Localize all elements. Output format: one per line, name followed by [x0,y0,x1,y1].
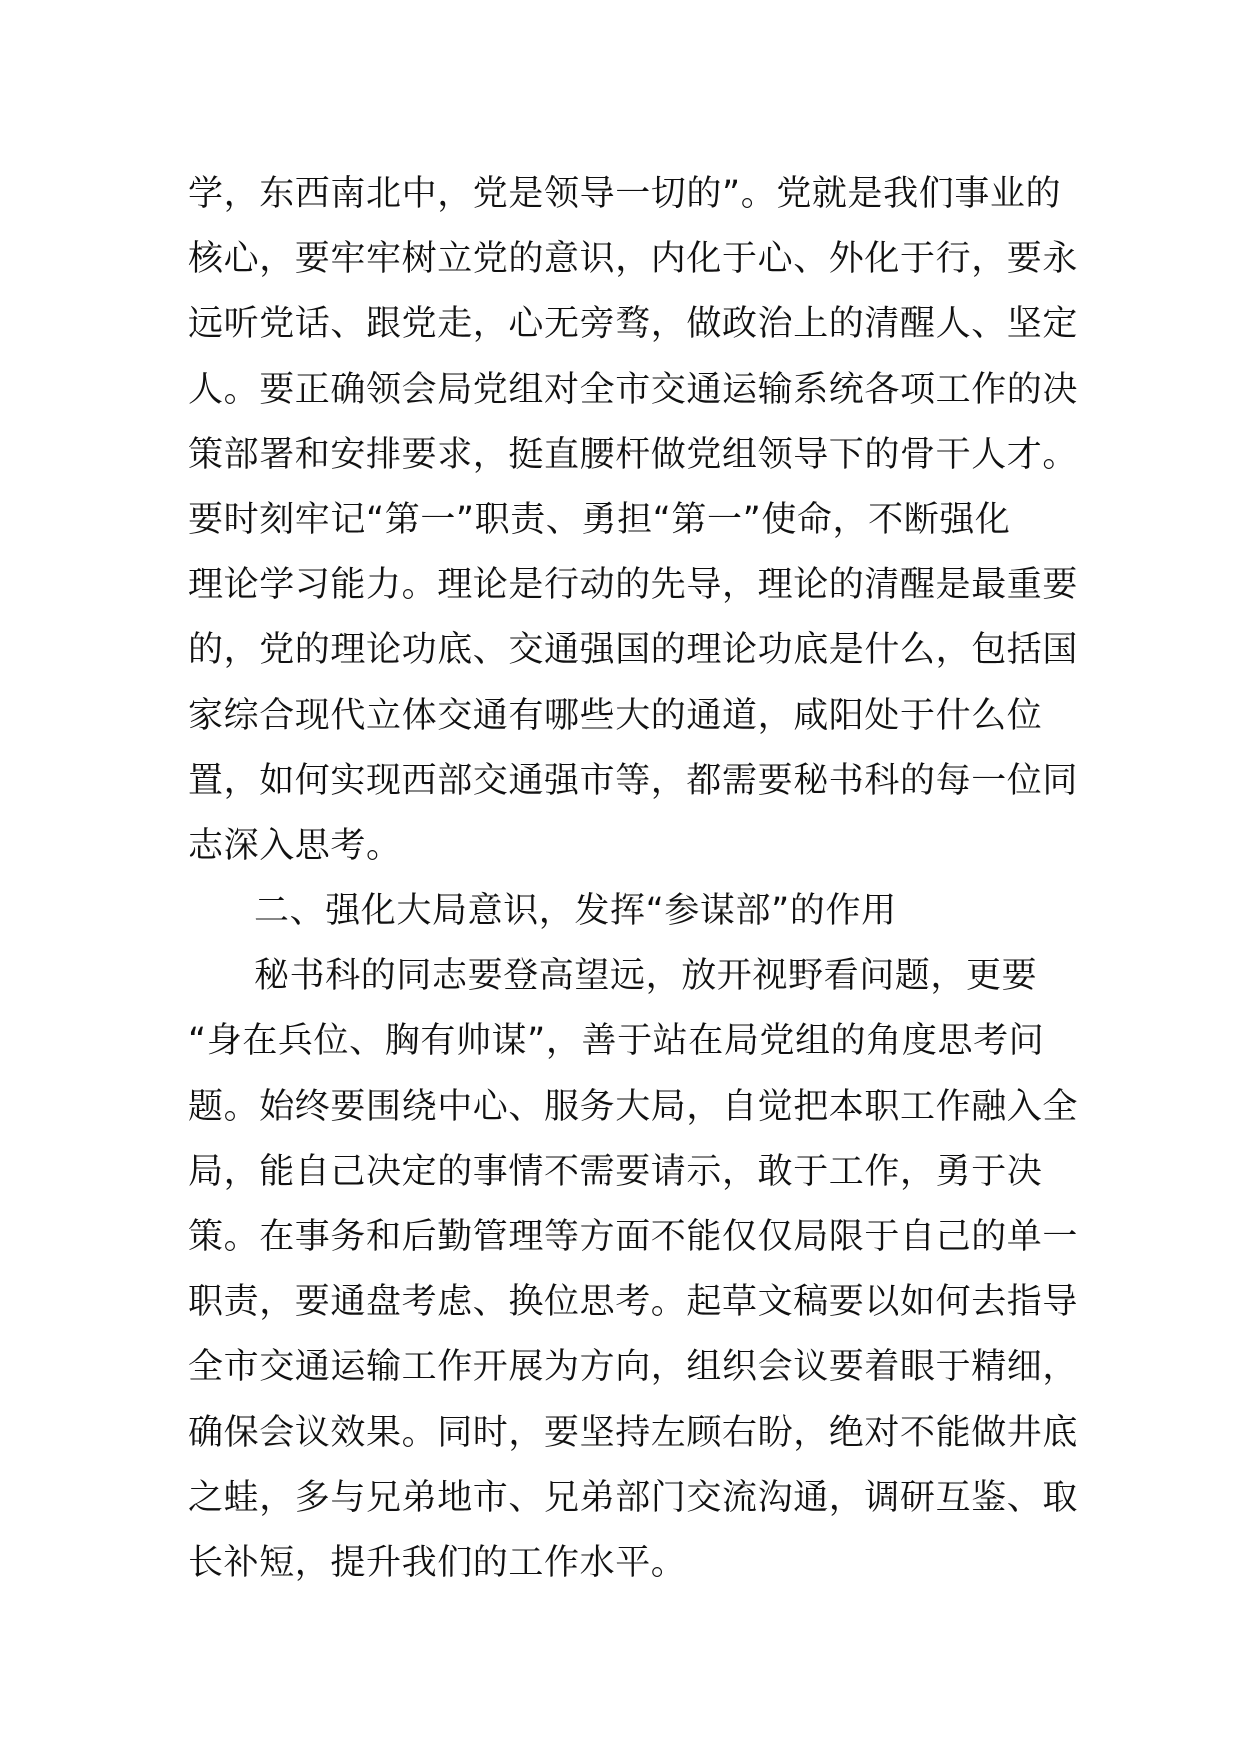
paragraph-line: 人。要正确领会局党组对全市交通运输系统各项工作的决 [188,369,1079,410]
paragraph-line: 秘书科的同志要登高望远，放开视野看问题，更要 [254,956,1038,997]
paragraph-line: 长补短，提升我们的工作水平。 [188,1542,687,1583]
paragraph-line: 确保会议效果。同时，要坚持左顾右盼，绝对不能做井底 [188,1412,1079,1453]
paragraph-line: 学，东西南北中，党是领导一切的”。党就是我们事业的 [188,174,1062,214]
paragraph-line: 要时刻牢记“第一”职责、勇担“第一”使命，不断强化 [188,499,1011,540]
paragraph-line: 置，如何实现西部交通强市等，都需要秘书科的每一位同 [188,760,1079,801]
paragraph-line: 的，党的理论功底、交通强国的理论功底是什么，包括国 [188,630,1079,671]
paragraph-line: 策。在事务和后勤管理等方面不能仅仅局限于自己的单一 [188,1217,1079,1257]
paragraph-line: 核心，要牢牢树立党的意识，内化于心、外化于行，要永 [188,239,1079,280]
paragraph-line: 局，能自己决定的事情不需要请示，敢于工作，勇于决 [188,1151,1043,1192]
paragraph-line: 全市交通运输工作开展为方向，组织会议要着眼于精细， [188,1347,1079,1388]
paragraph-line: 理论学习能力。理论是行动的先导，理论的清醒是最重要 [188,565,1079,606]
paragraph-line: 策部署和安排要求，挺直腰杆做党组领导下的骨干人才。 [188,434,1079,475]
paragraph-line: 职责，要通盘考虑、换位思考。起草文稿要以如何去指导 [188,1282,1079,1323]
section-heading: 二、强化大局意识，发挥“参谋部”的作用 [254,891,897,932]
document-body [188,162,1079,1596]
paragraph-2 [188,944,1079,1596]
paragraph-line: 远听党话、跟党走，心无旁骛，做政治上的清醒人、坚定 [188,304,1079,345]
paragraph-line: 之蛙，多与兄弟地市、兄弟部门交流沟通，调研互鉴、取 [188,1477,1079,1518]
paragraph-line: 题。始终要围绕中心、服务大局，自觉把本职工作融入全 [188,1086,1079,1127]
paragraph-line: 志深入思考。 [188,825,402,866]
paragraph-line: 家综合现代立体交通有哪些大的通道，咸阳处于什么位 [188,695,1043,736]
paragraph-line: “身在兵位、胸有帅谋”，善于站在局党组的角度思考问 [188,1021,1045,1062]
paragraph-1 [188,162,1079,879]
